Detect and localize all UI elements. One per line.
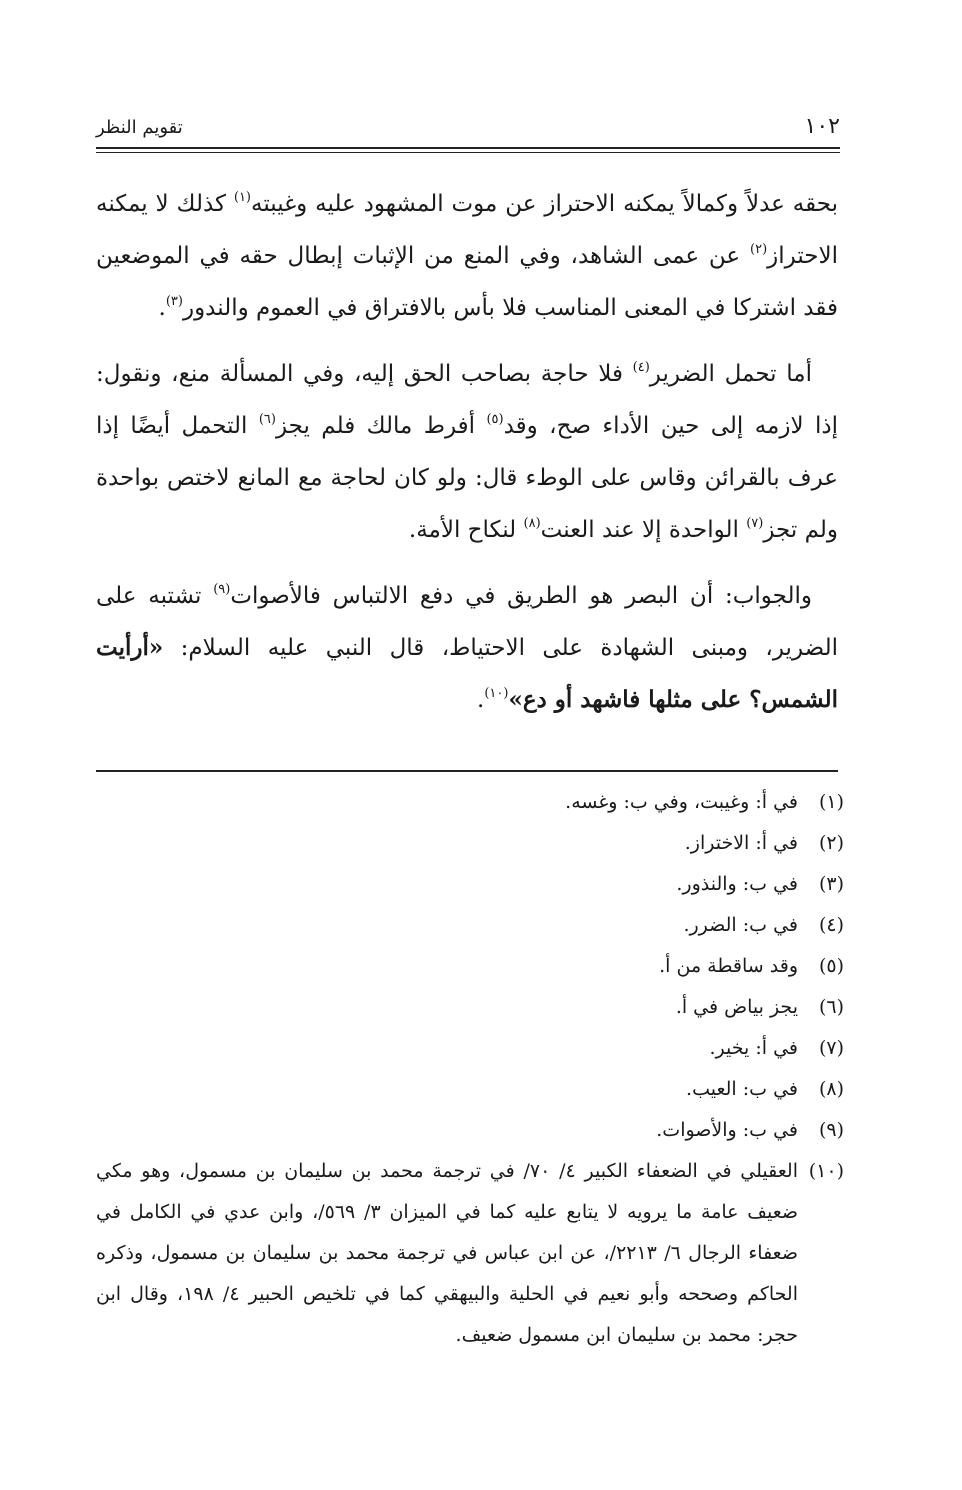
footnote-number: (٣) [818, 873, 844, 895]
text-segment: . [158, 295, 166, 321]
text-segment: تشتبه على الضرير، ومبنى الشهادة على الاحتياط، قال النبي عليه السلام: [96, 583, 838, 661]
footnote-ref-2[interactable]: (٢) [750, 242, 768, 257]
footnote-item [96, 782, 844, 823]
footnote-item [96, 1110, 844, 1151]
paragraph-3 [96, 570, 838, 726]
footnote-item [96, 987, 844, 1028]
footnote-ref-1[interactable]: (١) [233, 190, 251, 205]
main-text [96, 178, 838, 740]
footnote-text: العقيلي في الضعفاء الكبير ٤/ ٧٠/ في ترجمة محمد بن سليمان بن مسمول، وهو مكي ضعيف عامة ما يرويه لا يتابع عليه كما في الميزان ٣/ ٥٦٩/، وابن عدي في الكامل في ضعفاء الرجال ٦/ ٢٢١٣/، عن ابن عباس في ترجمة محمد بن سليمان بن مسمول، وذكره الحاكم وصححه وأبو نعيم في الحلية والبيهقي كما في تلخيص الحبير ٤/ ١٩٨، وقال ابن حجر: محمد بن سليمان ابن مسمول ضعيف. [96, 1160, 799, 1346]
footnote-number: (١) [818, 791, 844, 813]
footnote-text: في ب: والنذور. [676, 873, 798, 895]
footnote-ref-3[interactable]: (٣) [165, 294, 183, 309]
footnote-number: (٥) [818, 955, 844, 977]
text-segment: كذلك لا يمكنه الاحتراز [96, 191, 838, 269]
footnote-number: (٢) [818, 832, 844, 854]
footnote-ref-4[interactable]: (٤) [632, 360, 650, 375]
hadith-quote: «أرأيت الشمس؟ على مثلها فاشهد أو دع» [96, 634, 838, 713]
text-segment: التحمل أيضًا إذا عرف بالقرائن وقاس على الوطء قال: ولو كان لحاجة مع المانع لاختص بواحدة ولم تجز [96, 413, 838, 543]
footnote-ref-8[interactable]: (٨) [523, 516, 541, 531]
paragraph-1 [96, 178, 838, 334]
header-rule [96, 147, 840, 149]
footnote-text: وقد ساقطة من أ. [659, 955, 798, 977]
footnote-text: في ب: الضرر. [683, 914, 798, 936]
footnote-text: في ب: العيب. [686, 1078, 798, 1100]
footnote-ref-9[interactable]: (٩) [213, 582, 231, 597]
text-segment: الواحدة إلا عند العنت [540, 517, 747, 543]
text-segment: عن عمى الشاهد، وفي المنع من الإثبات إبطال حقه في الموضعين فقد اشتركا في المعنى المناسب فلا بأس بالافتراق في العموم والندور [96, 243, 838, 321]
footnote-number: (٨) [818, 1078, 844, 1100]
text-segment: أفرط مالك فلم يجز [275, 413, 487, 439]
footnote-text: في ب: والأصوات. [656, 1119, 798, 1141]
footnote-text: في أ: يخير. [709, 1037, 798, 1059]
footnote-text: في أ: وغيبت، وفي ب: وغسه. [565, 791, 798, 813]
footnote-ref-6[interactable]: (٦) [258, 412, 276, 427]
footnote-item [96, 1069, 844, 1110]
footnotes [96, 782, 844, 1356]
footnote-text: في أ: الاختراز. [684, 832, 798, 854]
page-number: ١٠٢ [804, 114, 840, 139]
footnote-text: يجز بياض في أ. [675, 996, 798, 1018]
footnote-item [96, 946, 844, 987]
text-segment: والجواب: أن البصر هو الطريق في دفع الالتباس فالأصوات [230, 583, 813, 609]
running-title: تقويم النظر [96, 117, 183, 138]
footnote-ref-10[interactable]: (١٠) [484, 686, 509, 701]
footnote-number: (١٠) [808, 1160, 844, 1182]
footnote-ref-7[interactable]: (٧) [746, 516, 764, 531]
footnote-number: (٤) [818, 914, 844, 936]
footnote-item [96, 864, 844, 905]
text-segment: أما تحمل الضرير [649, 361, 812, 387]
footnote-ref-5[interactable]: (٥) [486, 412, 504, 427]
footnote-item [96, 1028, 844, 1069]
footnote-item [96, 905, 844, 946]
text-segment: فلا حاجة بصاحب الحق إليه، وفي المسألة منع، ونقول: إذا لازمه إلى حين الأداء صح، وقد [96, 361, 838, 439]
paragraph-2 [96, 348, 838, 556]
footnote-separator [96, 770, 838, 772]
footnote-number: (٩) [818, 1119, 844, 1141]
footnote-number: (٦) [818, 996, 844, 1018]
text-segment: لنكاح الأمة. [408, 517, 524, 543]
footnote-item [96, 1151, 844, 1356]
text-segment: بحقه عدلاً وكمالاً يمكنه الاحتراز عن موت المشهود عليه وغيبته [251, 191, 838, 217]
footnote-number: (٧) [818, 1037, 844, 1059]
header-rule-thin [96, 152, 840, 153]
footnote-item [96, 823, 844, 864]
text-segment: . [477, 687, 485, 713]
page-header [96, 112, 840, 146]
